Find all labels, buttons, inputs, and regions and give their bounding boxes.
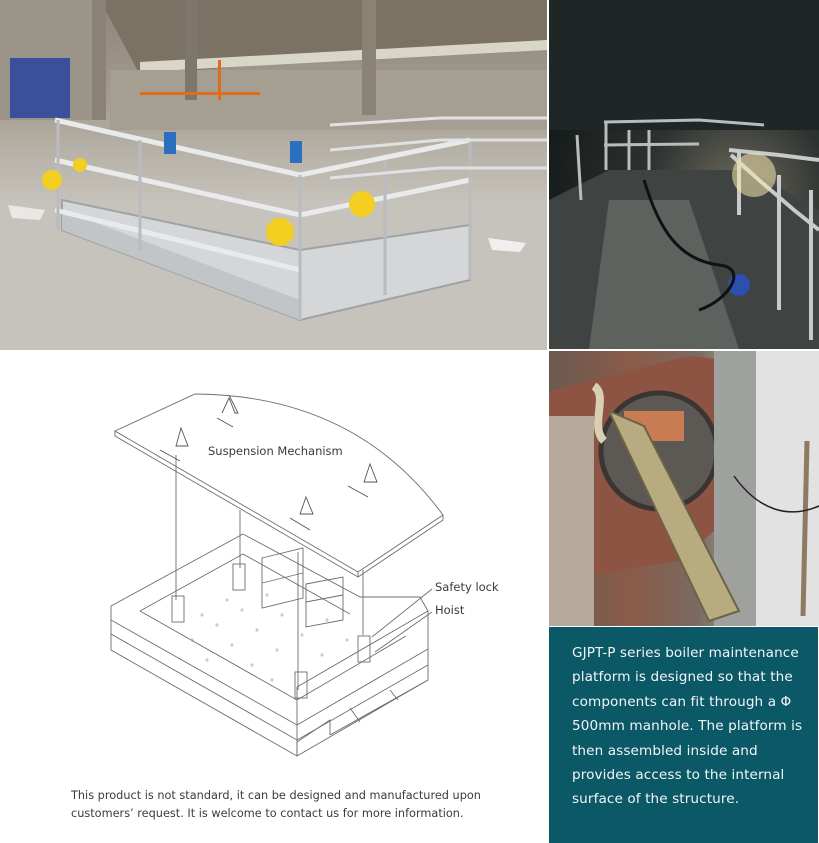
description-line: platform is designed so that the bbox=[572, 669, 793, 686]
platform-diagram bbox=[0, 352, 547, 772]
label-safety-lock: Safety lock bbox=[435, 580, 499, 594]
factory-scene-illustration bbox=[0, 0, 547, 350]
description-line: surface of the structure. bbox=[572, 791, 740, 808]
description-line: GJPT-P series boiler maintenance bbox=[572, 645, 799, 661]
manhole-scene-illustration bbox=[549, 351, 819, 626]
description-text bbox=[572, 641, 807, 812]
interior-scene-illustration bbox=[549, 0, 819, 349]
description-line: 500mm manhole. The platform is bbox=[572, 718, 803, 735]
photo-factory-platform bbox=[0, 0, 547, 350]
platform-line-drawing bbox=[0, 352, 547, 772]
photo-manhole bbox=[549, 351, 819, 626]
description-line: components can fit through a Φ bbox=[572, 693, 792, 710]
footnote-line: This product is not standard, it can be designed and manufactured upon bbox=[71, 789, 481, 802]
label-hoist: Hoist bbox=[435, 603, 465, 617]
footnote-text bbox=[71, 787, 491, 823]
description-line: provides access to the internal bbox=[572, 767, 785, 784]
description-panel bbox=[549, 627, 818, 843]
label-suspension-mechanism: Suspension Mechanism bbox=[208, 444, 343, 458]
footnote-line: customers’ request. It is welcome to contact us for more information. bbox=[71, 807, 464, 820]
photo-boiler-interior bbox=[549, 0, 819, 349]
description-line: then assembled inside and bbox=[572, 742, 758, 759]
